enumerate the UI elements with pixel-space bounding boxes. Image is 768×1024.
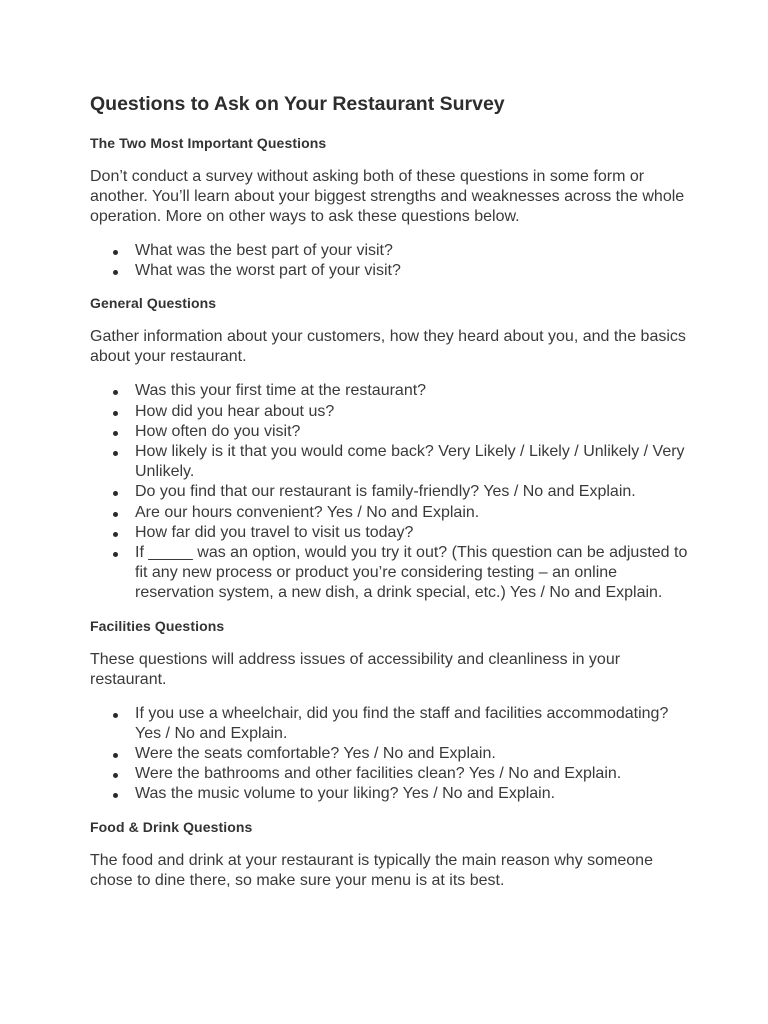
- list-item: [90, 241, 690, 261]
- document-page: [90, 92, 690, 905]
- bullet-icon: [113, 250, 118, 255]
- section-food-drink-questions: [90, 818, 690, 891]
- bullet-icon: [113, 270, 118, 275]
- list-item-text: If you use a wheelchair, did you find the staff and facilities accommodating? Yes / No and Explain.: [135, 704, 669, 742]
- section-general-questions: [90, 294, 690, 603]
- section-facilities-questions: [90, 617, 690, 805]
- document-title: Questions to Ask on Your Restaurant Survey: [90, 93, 505, 115]
- bullet-icon: [113, 713, 118, 718]
- bullet-icon: [113, 793, 118, 798]
- list-item-text: How likely is it that you would come back? Very Likely / Likely / Unlikely / Very Unlikely.: [135, 443, 685, 481]
- section-heading: The Two Most Important Questions: [90, 135, 327, 151]
- bullet-icon: [113, 532, 118, 537]
- question-list: [90, 241, 690, 281]
- list-item-text: Were the seats comfortable? Yes / No and Explain.: [135, 745, 496, 763]
- list-item-text: Were the bathrooms and other facilities clean? Yes / No and Explain.: [135, 765, 622, 783]
- section-paragraph: Don’t conduct a survey without asking both of these questions in some form or another. You’ll learn about your biggest strengths and weaknesses across the whole operation. More on other ways to ask these questions below.: [90, 168, 685, 225]
- bullet-icon: [113, 411, 118, 416]
- question-list: [90, 704, 690, 805]
- section-important-questions: [90, 134, 690, 281]
- list-item: [90, 381, 690, 401]
- bullet-icon: [113, 491, 118, 496]
- list-item: [90, 261, 690, 281]
- list-item-text: How far did you travel to visit us today?: [135, 523, 414, 541]
- section-heading: Food & Drink Questions: [90, 818, 253, 835]
- bullet-icon: [113, 552, 118, 557]
- list-item-text: How often do you visit?: [135, 422, 301, 440]
- list-item: [90, 503, 690, 523]
- list-item: [90, 764, 690, 784]
- list-item: [90, 442, 690, 482]
- bullet-icon: [113, 451, 118, 456]
- list-item-text: Do you find that our restaurant is family-friendly? Yes / No and Explain.: [135, 483, 636, 501]
- list-item-text: How did you hear about us?: [135, 402, 335, 420]
- list-item-text: Was the music volume to your liking? Yes / No and Explain.: [135, 785, 556, 803]
- bullet-icon: [113, 773, 118, 778]
- section-heading: Facilities Questions: [90, 617, 225, 634]
- section-heading: General Questions: [90, 295, 217, 312]
- bullet-icon: [113, 512, 118, 517]
- list-item: [90, 543, 690, 604]
- list-item: [90, 422, 690, 442]
- list-item-text: Are our hours convenient? Yes / No and Explain.: [135, 503, 480, 521]
- bullet-icon: [113, 390, 118, 395]
- list-item: [90, 523, 690, 543]
- section-paragraph: Gather information about your customers, how they heard about you, and the basics about your restaurant.: [90, 328, 686, 366]
- list-item: [90, 704, 690, 744]
- list-item: [90, 482, 690, 502]
- section-paragraph: These questions will address issues of accessibility and cleanliness in your restaurant.: [90, 650, 621, 688]
- question-list: [90, 381, 690, 603]
- section-paragraph: The food and drink at your restaurant is typically the main reason why someone chose to dine there, so make sure your menu is at its best.: [90, 851, 653, 889]
- list-item-text: Was this your first time at the restaurant?: [135, 382, 427, 400]
- list-item-text: If _____ was an option, would you try it out? (This question can be adjusted to fit any new process or product you’re considering testing – an online reservation system, a new dish, a drink special, etc.) Yes / No and Explain.: [135, 544, 688, 602]
- bullet-icon: [113, 431, 118, 436]
- list-item: [90, 784, 690, 804]
- list-item: [90, 744, 690, 764]
- list-item-text: What was the best part of your visit?: [135, 242, 393, 259]
- bullet-icon: [113, 753, 118, 758]
- list-item-text: What was the worst part of your visit?: [135, 262, 401, 280]
- list-item: [90, 402, 690, 422]
